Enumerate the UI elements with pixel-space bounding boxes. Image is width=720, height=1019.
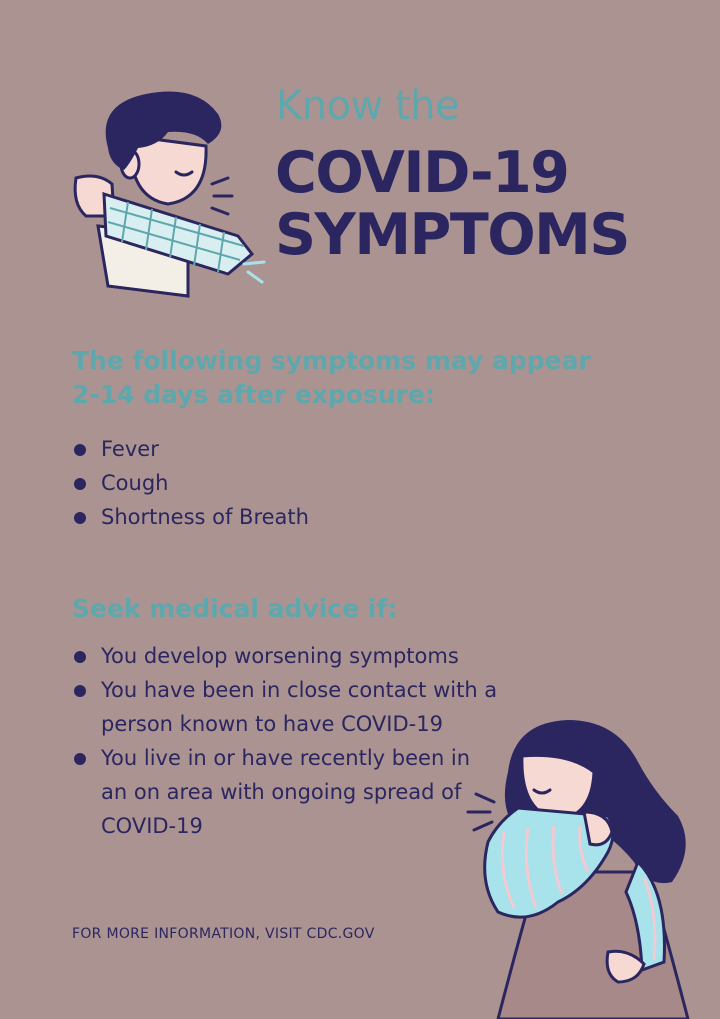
bullet-icon xyxy=(74,753,86,765)
woman-coughing-illustration xyxy=(458,712,720,1019)
bullet-icon xyxy=(74,685,86,697)
advice-text: You have been in close contact with a person known to have COVID-19 xyxy=(101,678,498,736)
title-covid-19: COVID-19 xyxy=(275,140,569,206)
list-item xyxy=(74,466,309,500)
title-main xyxy=(275,142,629,266)
list-item xyxy=(74,639,524,673)
list-item xyxy=(74,432,309,466)
advice-text: You live in or have recently been in an on area with ongoing spread of COVID-19 xyxy=(101,746,471,838)
bullet-icon xyxy=(74,444,86,456)
advice-list xyxy=(74,639,524,843)
intro-heading: The following symptoms may appear 2-14 days after exposure: xyxy=(72,346,591,409)
symptom-text: Cough xyxy=(101,471,169,495)
symptoms-list xyxy=(74,432,309,534)
advice-text: You develop worsening symptoms xyxy=(101,644,459,668)
bullet-icon xyxy=(74,512,86,524)
list-item xyxy=(74,500,309,534)
list-item xyxy=(74,673,521,741)
title-know-the: Know the xyxy=(276,83,460,129)
footer-info: FOR MORE INFORMATION, VISIT CDC.GOV xyxy=(72,926,375,942)
list-item xyxy=(74,741,471,843)
bullet-icon xyxy=(74,651,86,663)
title-symptoms: SYMPTOMS xyxy=(275,202,629,268)
advice-heading: Seek medical advice if: xyxy=(72,594,398,623)
symptom-text: Shortness of Breath xyxy=(101,505,309,529)
bullet-icon xyxy=(74,478,86,490)
symptom-text: Fever xyxy=(101,437,159,461)
man-coughing-illustration xyxy=(68,86,268,301)
